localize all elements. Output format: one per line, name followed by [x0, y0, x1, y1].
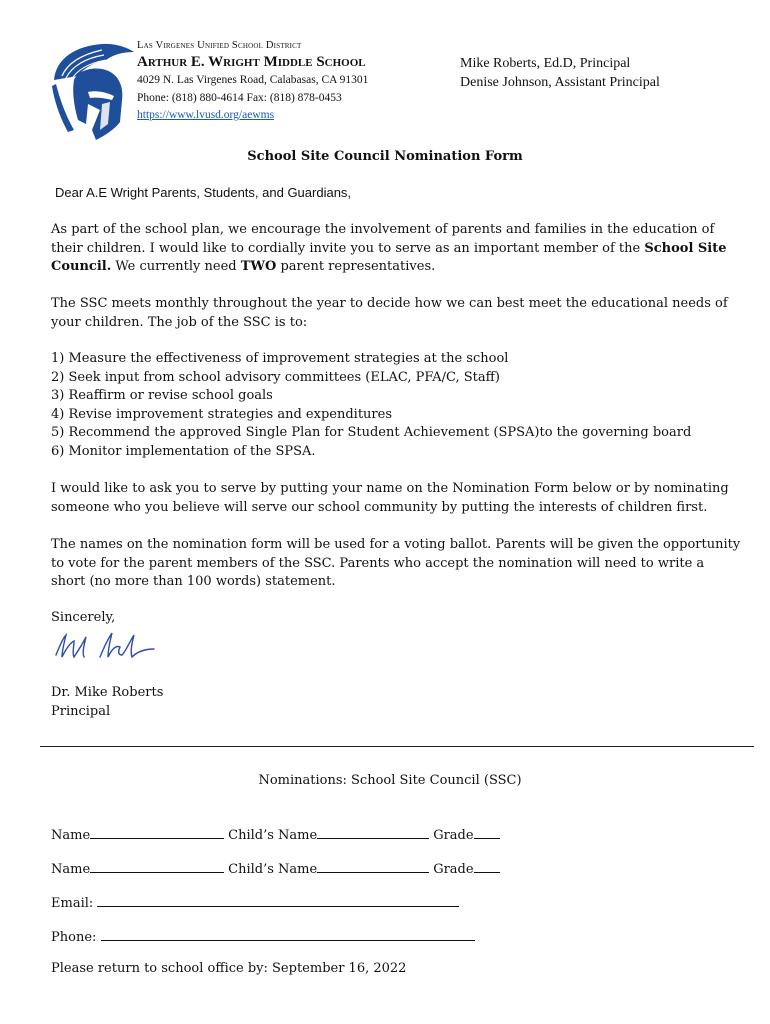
school-website-link[interactable]: https://www.lvusd.org/aewms — [137, 109, 275, 121]
intro-text-2: We currently need — [111, 259, 241, 274]
principal-name: Mike Roberts, Ed.D, Principal — [460, 56, 631, 71]
phone-label: Phone: — [51, 930, 97, 945]
ssc-paragraph: The SSC meets monthly throughout the year to decide how we can best meet the educational needs of your children. The job of the SSC is to: — [51, 296, 728, 330]
child-name-field[interactable] — [317, 859, 429, 873]
nominee-row-1 — [51, 825, 504, 843]
return-note: Please return to school office by: September 16, 2022 — [51, 961, 407, 976]
child-name-label: Child’s Name — [228, 862, 318, 877]
ballot-paragraph: The names on the nomination form will be used for a voting ballot. Parents will be given the opportunity to vote for the parent members of the SSC. Parents who accept the nomination will need to write a short (no more than 100 words) statement. — [51, 537, 741, 589]
duty-item: 4) Revise improvement strategies and expenditures — [51, 406, 392, 422]
intro-paragraph — [51, 221, 741, 277]
signature-image — [50, 627, 160, 667]
grade-label: Grade — [433, 862, 474, 877]
grade-label: Grade — [433, 828, 474, 843]
email-field[interactable] — [97, 893, 459, 907]
intro-text-1: As part of the school plan, we encourage the involvement of parents and families in the education of their children. I would like to cordially invite you to serve as an important member of the — [51, 222, 715, 256]
name-field[interactable] — [90, 859, 224, 873]
school-name: Arthur E. Wright Middle School — [137, 54, 366, 70]
duty-item: 3) Reaffirm or revise school goals — [51, 388, 273, 403]
email-label: Email: — [51, 896, 94, 911]
name-field[interactable] — [90, 825, 224, 839]
child-name-label: Child’s Name — [228, 828, 318, 843]
intro-text-3: parent representatives. — [276, 259, 436, 274]
duty-item: 1) Measure the effectiveness of improvement strategies at the school — [51, 351, 509, 366]
intro-bold-two: TWO — [240, 259, 277, 274]
form-title: School Site Council Nomination Form — [247, 149, 523, 164]
district-name: Las Virgenes Unified School District — [137, 40, 302, 51]
intro-bold-council: School Site Council. — [51, 240, 727, 274]
spartan-helmet-icon — [44, 40, 136, 142]
name-label: Name — [51, 828, 91, 843]
duty-item: 5) Recommend the approved Single Plan for Student Achievement (SPSA)to the governing board — [51, 425, 692, 440]
salutation: Dear A.E Wright Parents, Students, and Guardians, — [55, 185, 352, 200]
assistant-principal-name: Denise Johnson, Assistant Principal — [460, 75, 660, 90]
grade-field[interactable] — [474, 825, 500, 839]
divider — [40, 746, 754, 747]
email-row — [51, 893, 463, 911]
child-name-field[interactable] — [317, 825, 429, 839]
nomination-section-title: Nominations: School Site Council (SSC) — [258, 773, 522, 788]
request-paragraph: I would like to ask you to serve by putting your name on the Nomination Form below or by nominating someone who you believe will serve our school community by putting the interests of children first. — [51, 481, 729, 515]
signature-block — [51, 684, 741, 721]
grade-field[interactable] — [474, 859, 500, 873]
signer-title: Principal — [51, 703, 111, 719]
school-phone-fax: Phone: (818) 880-4614 Fax: (818) 878-0453 — [137, 92, 342, 104]
phone-row — [51, 927, 479, 945]
closing: Sincerely, — [51, 610, 116, 625]
duty-item: 2) Seek input from school advisory committees (ELAC, PFA/C, Staff) — [51, 369, 500, 385]
duty-item: 6) Monitor implementation of the SPSA. — [51, 443, 316, 459]
name-label: Name — [51, 862, 91, 877]
phone-field[interactable] — [101, 927, 475, 941]
school-address: 4029 N. Las Virgenes Road, Calabasas, CA 91301 — [137, 74, 369, 86]
nominee-row-2 — [51, 859, 504, 877]
duties-list — [51, 350, 741, 461]
signer-name: Dr. Mike Roberts — [51, 685, 164, 700]
